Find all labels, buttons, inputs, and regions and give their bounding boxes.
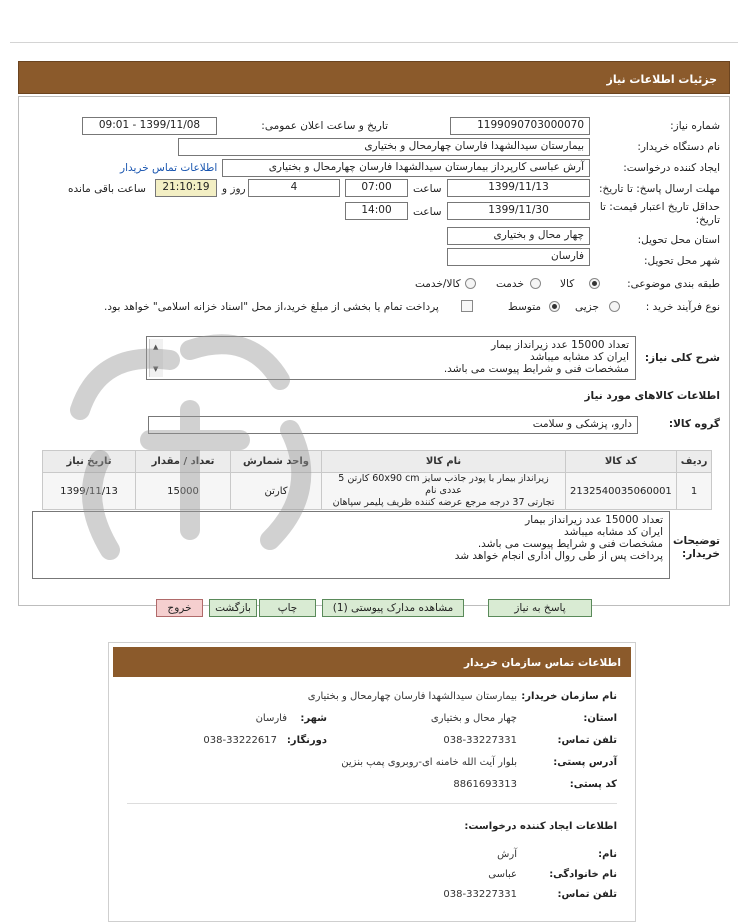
deadline-date-field[interactable]: 1399/11/13 (447, 179, 590, 197)
address-label: آدرس پستی: (553, 757, 617, 768)
description-scrollbar[interactable] (149, 339, 163, 377)
process-partial-radio[interactable] (609, 301, 620, 312)
announce-label: تاریخ و ساعت اعلان عمومی: (261, 120, 388, 132)
city-label: شهر: (300, 713, 327, 724)
col-header-unit: واحد شمارش (231, 451, 322, 473)
process-label: نوع فرآیند خرید : (645, 301, 720, 313)
phone-label: تلفن تماس: (557, 735, 617, 746)
card-divider (127, 803, 617, 804)
group-label: گروه کالا: (668, 418, 720, 430)
items-table-wrap (42, 450, 712, 510)
org-label: نام سازمان خریدار: (521, 691, 617, 702)
org-value: بیمارستان سیدالشهدا فارسان چهارمحال و بختیاری (307, 691, 517, 702)
cell-unit: کارتن (231, 473, 322, 510)
notes-line: ایران کد مشابه میباشد (564, 526, 663, 538)
category-both-radio[interactable] (465, 278, 476, 289)
fax-label: دورنگار: (286, 735, 327, 746)
buyer-label: نام دستگاه خریدار: (637, 141, 720, 153)
need-number-label: شماره نیاز: (670, 120, 720, 132)
notes-textarea[interactable] (32, 511, 670, 579)
description-line: مشخصات فنی و شرایط پیوست می باشد. (443, 363, 629, 375)
buyer-contact-link[interactable]: اطلاعات تماس خریدار (120, 162, 218, 174)
notes-label: توضیحات (672, 535, 720, 547)
province-label: استان محل تحویل: (637, 234, 720, 246)
cell-index: 1 (676, 473, 712, 510)
creator-label: ایجاد کننده درخواست: (623, 162, 720, 174)
cell-date: 1399/11/13 (43, 473, 136, 510)
creator-name-label: نام: (598, 849, 617, 860)
description-line: ایران کد مشابه میباشد (530, 351, 629, 363)
city-field[interactable]: فارسان (447, 248, 590, 266)
category-goods-label: کالا (560, 278, 575, 290)
validity-time-field[interactable]: 14:00 (345, 202, 408, 220)
creator-family-value: عباسی (488, 869, 517, 880)
creator-name-value: آرش (497, 849, 517, 860)
view-attachments-button[interactable]: مشاهده مدارک پیوستی (1) (322, 599, 464, 617)
announce-field[interactable]: 1399/11/08 - 09:01 (82, 117, 217, 135)
page-header: جزئیات اطلاعات نیاز (18, 61, 730, 94)
category-service-radio[interactable] (530, 278, 541, 289)
notes-line: مشخصات فنی و شرایط پیوست می باشد. (477, 538, 663, 550)
province-field[interactable]: چهار محال و بختیاری (447, 227, 590, 245)
city-value: فارسان (255, 713, 287, 724)
col-header-name: نام کالا (322, 451, 566, 473)
contact-card (108, 642, 636, 922)
deadline-label: مهلت ارسال پاسخ: تا تاریخ: (598, 183, 720, 195)
validity-label: حداقل تاریخ اعتبار قیمت: تا (599, 201, 720, 213)
col-header-date: تاریخ نیاز (43, 451, 136, 473)
contact-card-header: اطلاعات تماس سازمان خریدار (113, 647, 631, 677)
validity-time-label: ساعت (413, 206, 442, 218)
cell-name-line: زیرانداز بیمار با پودر جاذب سایز 60x90 cm کارتن 5 عددی نام (338, 473, 549, 496)
category-label: طبقه بندی موضوعی: (627, 278, 720, 290)
top-divider (10, 42, 738, 43)
creator-section-title: اطلاعات ایجاد کننده درخواست: (464, 821, 617, 832)
process-medium-radio[interactable] (549, 301, 560, 312)
process-partial-label: جزیی (575, 301, 599, 313)
days-remaining-field[interactable]: 4 (248, 179, 340, 197)
treasury-note: پرداخت تمام یا بخشی از مبلغ خرید،از محل "اسناد خزانه اسلامی" خواهد بود. (104, 301, 439, 313)
creator-family-label: نام خانوادگی: (549, 869, 617, 880)
group-field[interactable]: دارو، پزشکی و سلامت (148, 416, 638, 434)
notes-line: پرداخت پس از طی روال اداری انجام خواهد شد (454, 550, 663, 562)
cell-name-line: تجارتی 37 درجه مرجع عرضه کننده ظریف پلیمر سپاهان (332, 497, 555, 508)
deadline-time-label: ساعت (413, 183, 442, 195)
notes-line: تعداد 15000 عدد زیرانداز بیمار (525, 514, 663, 526)
city-label: شهر محل تحویل: (644, 255, 720, 267)
validity-label-2: تاریخ: (695, 214, 720, 226)
cell-name (322, 473, 566, 510)
days-label: روز و (222, 183, 246, 195)
need-number-field[interactable]: 1199090703000070 (450, 117, 590, 135)
creator-field[interactable]: آرش عباسی کارپرداز بیمارستان سیدالشهدا فارسان چهارمحال و بختیاری (222, 159, 590, 177)
deadline-time-field[interactable]: 07:00 (345, 179, 408, 197)
province-label: استان: (583, 713, 617, 724)
fax-value: 038-33222617 (203, 735, 277, 746)
category-both-label: کالا/خدمت (415, 278, 461, 290)
notes-label-2: خریدار: (682, 548, 720, 560)
reply-button[interactable]: پاسخ به نیاز (488, 599, 592, 617)
description-label: شرح کلی نیاز: (644, 352, 720, 364)
phone-value: 038-33227331 (443, 735, 517, 746)
creator-phone-value: 038-33227331 (443, 889, 517, 900)
description-line: تعداد 15000 عدد زیرانداز بیمار (491, 339, 629, 351)
postal-code-value: 8861693313 (453, 779, 517, 790)
description-textarea[interactable] (146, 336, 636, 380)
exit-button[interactable]: خروج (156, 599, 203, 617)
remaining-time-field: 21:10:19 (155, 179, 217, 197)
buyer-field[interactable]: بیمارستان سیدالشهدا فارسان چهارمحال و بختیاری (178, 138, 590, 156)
treasury-checkbox[interactable] (461, 300, 473, 312)
scroll-down-icon[interactable]: ▼ (153, 365, 159, 373)
col-header-code: کد کالا (566, 451, 677, 473)
address-value: بلوار آیت الله خامنه ای-روبروی پمپ بنزین (341, 757, 517, 768)
postal-code-label: کد پستی: (569, 779, 617, 790)
category-service-label: خدمت (496, 278, 524, 290)
category-goods-radio[interactable] (589, 278, 600, 289)
cell-qty: 15000 (136, 473, 231, 510)
creator-phone-label: تلفن تماس: (557, 889, 617, 900)
col-header-qty: تعداد / مقدار (136, 451, 231, 473)
back-button[interactable]: بازگشت (209, 599, 257, 617)
remaining-label: ساعت باقی مانده (68, 183, 146, 195)
validity-date-field[interactable]: 1399/11/30 (447, 202, 590, 220)
scroll-up-icon[interactable]: ▲ (153, 343, 159, 351)
cell-code: 2132540035060001 (566, 473, 677, 510)
process-medium-label: متوسط (508, 301, 541, 313)
items-section-title: اطلاعات کالاهای مورد نیاز (584, 390, 720, 402)
items-table (42, 450, 712, 510)
province-value: چهار محال و بختیاری (430, 713, 517, 724)
col-header-index: ردیف (676, 451, 712, 473)
print-button[interactable]: چاپ (259, 599, 316, 617)
table-row[interactable] (43, 473, 712, 510)
